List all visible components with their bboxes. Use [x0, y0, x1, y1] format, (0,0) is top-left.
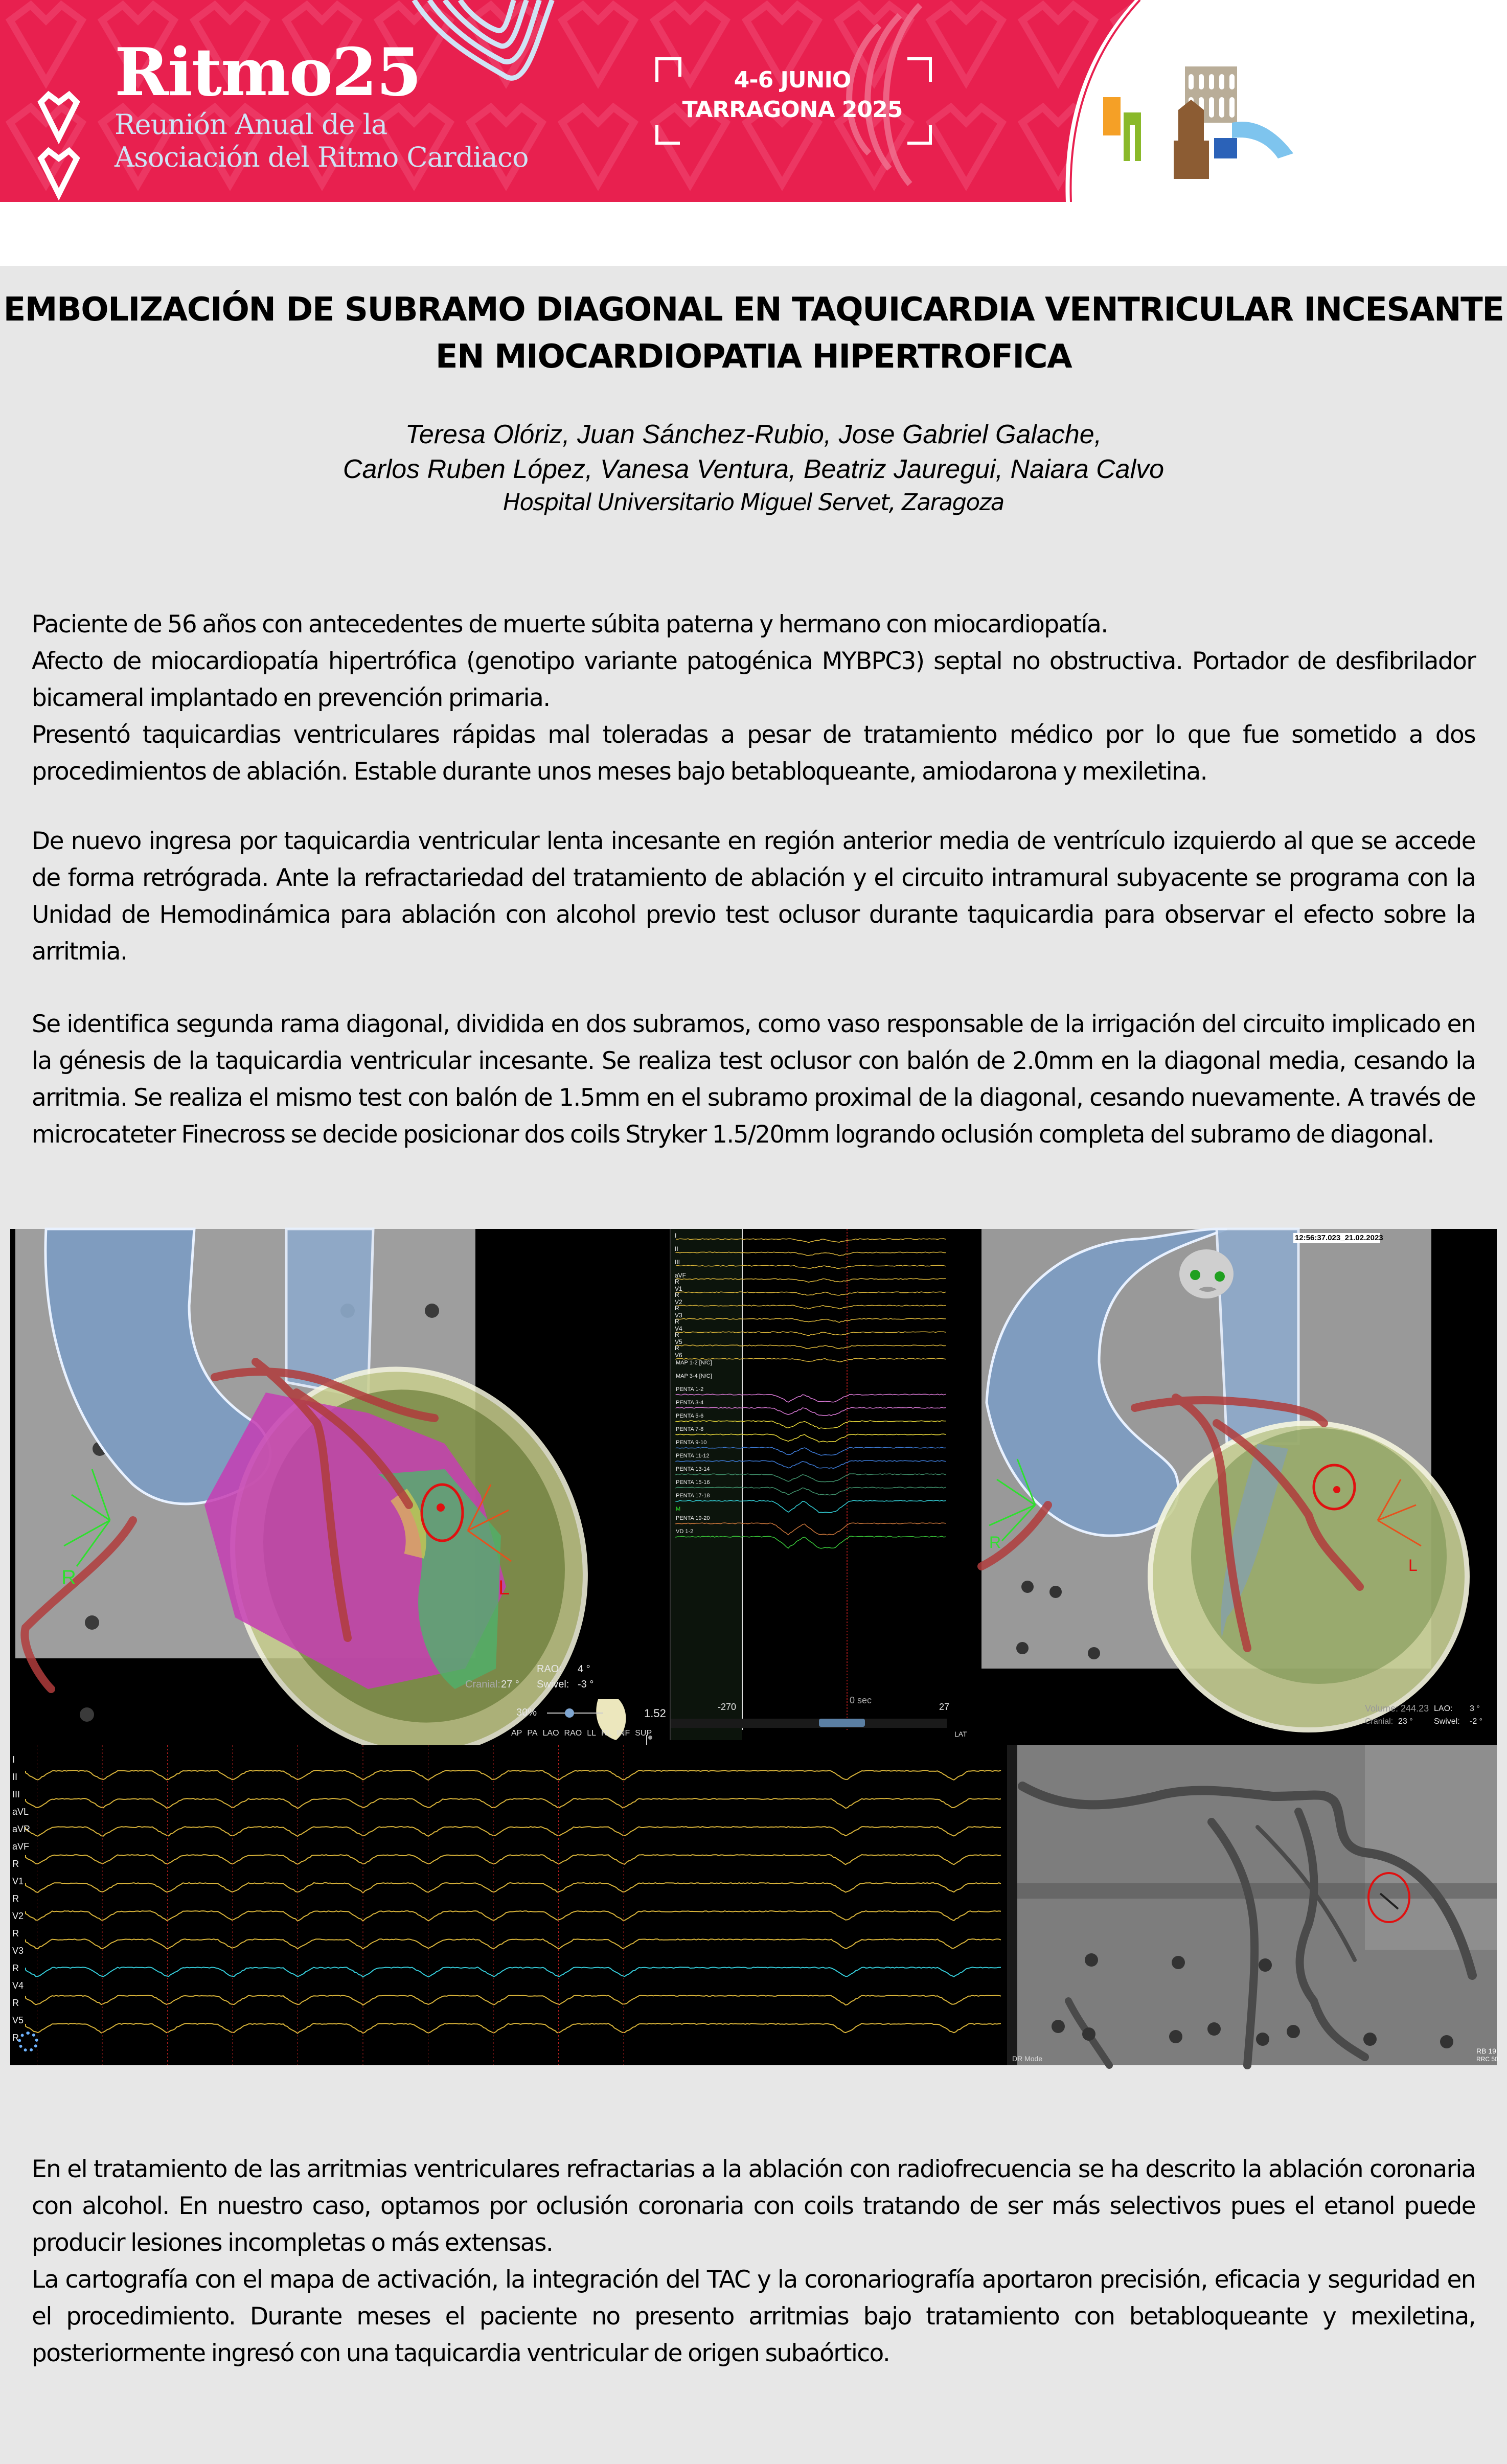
angio-corner-left: DR Mode — [1012, 2055, 1043, 2063]
panel-egm — [670, 1229, 976, 1740]
swivel-label: Swivel: — [537, 1679, 569, 1690]
poster-title-line2: EN MIOCARDIOPATIA HIPERTROFICA — [435, 338, 1072, 376]
ecg-lead-label: aVL — [12, 1807, 29, 1817]
view-buttons — [511, 1729, 652, 1738]
map1-marker-r: R — [61, 1566, 76, 1589]
map2-timestamp: 12:56:37.023_21.02.2023 — [1295, 1234, 1383, 1242]
view-lao-button[interactable]: LAO — [542, 1729, 559, 1738]
ecg-lead-label: aVR — [12, 1824, 31, 1834]
procedure-figure — [10, 1229, 1497, 2065]
discussion-paragraph-1: En el tratamiento de las arritmias ventriculares refractarias a la ablación con radiofrecuencia se ha descrito la ablación coronaria con alcohol. En nuestro caso, optamos por oclusión coronaria con coils tratando de ser más selectivos pues el etanol puede producir lesiones incompletas o más extensas. — [32, 2155, 1475, 2257]
logo-subtitle-line1: Reunión Anual de la — [115, 108, 387, 141]
rao-label: RAO: — [537, 1663, 562, 1675]
ecg-lead-label: R — [12, 1963, 19, 1973]
ecg-lead-trace — [26, 1939, 1001, 1949]
map2-marker-l: L — [1408, 1556, 1418, 1575]
egm-zero-label: 0 sec — [850, 1695, 872, 1705]
egm-window-end: 27 — [939, 1702, 950, 1712]
logo-subtitle-line2: Asociación del Ritmo Cardiaco — [115, 141, 529, 173]
angio-corner-right1: RB 19 — [1476, 2047, 1496, 2055]
map2-swivel-value: -2 ° — [1470, 1717, 1483, 1726]
map-fusion-2-image — [981, 1229, 1497, 1740]
ecg-lead-label: V3 — [12, 1946, 24, 1956]
discussion-paragraph-2: La cartografía con el mapa de activación, la integración del TAC y la coronariografía aportaron precisión, eficacia y seguridad en el procedimiento. Durante meses el paciente no presento arritmias bajo tratamiento con betabloqueante y mexiletina, posteriormente ingresó con una taquicardia ventricular de origen subaórtico. — [32, 2266, 1475, 2367]
ecg-lead-label: II — [12, 1772, 18, 1782]
ecg-lead-trace — [26, 1770, 1001, 1780]
egm-channel-label: R — [675, 1291, 679, 1298]
opacity-slider[interactable] — [547, 1713, 603, 1714]
authors-line1: Teresa Olóriz, Juan Sánchez-Rubio, Jose Gabriel Galache, — [405, 420, 1102, 449]
case-section-2 — [32, 1006, 1475, 1153]
egm-intracardiac-label: PENTA 1-2 — [676, 1386, 704, 1393]
map1-marker-l: L — [498, 1577, 510, 1599]
ecg-lead-label: R — [12, 1998, 19, 2008]
egm-intracardiac-label: PENTA 19-20 — [676, 1515, 710, 1521]
case-paragraph-2: Se identifica segunda rama diagonal, dividida en dos subramos, como vaso responsable de la irrigación del circuito implicado en la génesis de la taquicardia ventricular incesante. Se realiza test oclusor con balón de 2.0mm en la diagonal media, cesando la arritmia. Se realiza el mismo test con balón de 1.5mm en el subramo proximal de la diagonal, cesando nuevamente. A través de microcateter Finecross se decide posicionar dos coils Stryker 1.5/20mm logrando oclusión completa del subramo de diagonal. — [32, 1010, 1475, 1149]
panel-map-fusion-2 — [981, 1229, 1497, 1740]
egm-channel-label: aVF — [675, 1272, 687, 1279]
ecg-lead-label: III — [12, 1789, 20, 1799]
view-rl-button[interactable]: RL — [601, 1729, 612, 1738]
map2-lao-label: LAO: — [1434, 1704, 1453, 1713]
case-section-1 — [32, 823, 1475, 970]
egm-intracardiac-label: PENTA 3-4 — [676, 1400, 704, 1406]
header-white-strip — [0, 202, 1507, 266]
panel-angiography — [1007, 1745, 1497, 2065]
ecg-lead-trace — [26, 1855, 1001, 1864]
map2-cranial-label: Cranial: — [1365, 1717, 1394, 1726]
map2-marker-r: R — [989, 1533, 1001, 1552]
view-inf-button[interactable]: INF — [616, 1729, 630, 1738]
ecg-lead-trace — [26, 1798, 1001, 1809]
ecg-lead-trace — [26, 1995, 1001, 2005]
view-rao-button[interactable]: RAO — [564, 1729, 582, 1738]
intro-paragraph-2: Afecto de miocardiopatía hipertrófica (genotipo variante patogénica MYBPC3) septal no obstructiva. Portador de desfibrilador bicameral implantado en prevención primaria. — [32, 647, 1475, 712]
egm-channel-label: R — [675, 1305, 679, 1312]
ecg-lead-label: R — [12, 1859, 19, 1869]
map1-controls — [460, 1653, 680, 1745]
affiliation: Hospital Universitario Miguel Servet, Zaragoza — [503, 489, 1004, 516]
ecg-lead-label: R — [12, 1893, 19, 1904]
view-pa-button[interactable]: PA — [527, 1729, 538, 1738]
egm-intracardiac-label: PENTA 9-10 — [676, 1440, 707, 1446]
egm-intracardiac-label: MAP 3-4 [N/C] — [676, 1373, 712, 1379]
egm-channel-label: V5 — [675, 1338, 682, 1345]
map1-zoom-value: 1.52 — [644, 1707, 666, 1720]
opacity-value: 30% — [516, 1707, 537, 1718]
rao-value: 4 ° — [578, 1663, 590, 1675]
logo-title: Ritmo25 — [115, 34, 421, 111]
egm-channel-label: R — [675, 1344, 679, 1352]
map2-swivel-label: Swivel: — [1434, 1717, 1460, 1726]
logo-subtitle — [115, 108, 528, 174]
egm-channel-label: V6 — [675, 1352, 682, 1359]
ecg-lead-label: V5 — [12, 2015, 24, 2025]
egm-intracardiac-label: PENTA 5-6 — [676, 1413, 704, 1419]
egm-channel-label: V2 — [675, 1298, 682, 1306]
egm-channel-label: V1 — [675, 1285, 682, 1292]
egm-channel-label: V4 — [675, 1325, 682, 1332]
egm-intracardiac-label: PENTA 13-14 — [676, 1466, 710, 1472]
egm-channel-label: R — [675, 1318, 679, 1325]
ecg-lead-trace — [26, 1911, 1001, 1921]
authors-line2: Carlos Ruben López, Vanesa Ventura, Beatriz Jauregui, Naiara Calvo — [342, 454, 1164, 484]
cranial-value: 27 ° — [501, 1679, 519, 1690]
ecg-traces — [10, 1745, 1007, 2065]
egm-intracardiac-label: M — [676, 1506, 681, 1512]
egm-channel-label: R — [675, 1278, 679, 1285]
settings-gear-icon[interactable] — [18, 2032, 38, 2052]
opacity-slider-thumb[interactable] — [565, 1708, 574, 1718]
egm-lat-label: LAT — [954, 1730, 967, 1738]
cranial-label: Cranial: — [465, 1679, 500, 1690]
egm-channel-label: R — [675, 1331, 679, 1338]
header-banner — [0, 0, 1507, 202]
intro-section — [32, 606, 1475, 790]
egm-channel-label: III — [675, 1259, 680, 1266]
angio-corner-right2: RRC 50 — [1476, 2056, 1498, 2063]
ecg-lead-trace — [26, 1967, 1001, 1977]
egm-intracardiac-label: PENTA 11-12 — [676, 1453, 710, 1459]
poster-title — [0, 286, 1507, 380]
event-location: TARRAGONA 2025 — [682, 97, 903, 123]
swivel-value: -3 ° — [578, 1679, 594, 1690]
poster-title-line1: EMBOLIZACIÓN DE SUBRAMO DIAGONAL EN TAQUICARDIA VENTRICULAR INCESANTE — [3, 291, 1504, 329]
view-ll-button[interactable]: LL — [587, 1729, 596, 1738]
ecg-lead-label: R — [12, 2033, 19, 2043]
authors — [0, 417, 1507, 487]
egm-traces — [671, 1229, 977, 1740]
ecg-lead-trace — [26, 1827, 1001, 1836]
angiography-image — [1007, 1745, 1497, 2065]
ecg-lead-label: V1 — [12, 1876, 24, 1886]
panel-ecg — [10, 1745, 1007, 2065]
ecg-lead-trace — [26, 1883, 1001, 1893]
ecg-lead-label: aVF — [12, 1841, 30, 1852]
egm-channel-label: I — [675, 1232, 677, 1239]
egm-channel-label: II — [675, 1245, 678, 1252]
view-ap-button[interactable]: AP — [511, 1729, 522, 1738]
intro-paragraph-3: Presentó taquicardias ventriculares rápidas mal toleradas a pesar de tratamiento médico por lo que fue sometido a dos procedimientos de ablación. Estable durante unos meses bajo betabloqueante, amiodarona y mexiletina. — [32, 721, 1475, 786]
event-dates — [654, 59, 930, 146]
intro-paragraph-1: Paciente de 56 años con antecedentes de muerte súbita paterna y hermano con miocardiopatía. — [32, 610, 1108, 638]
ecg-lead-label: V2 — [12, 1911, 24, 1921]
egm-channel-label: V3 — [675, 1312, 682, 1319]
egm-intracardiac-label: PENTA 15-16 — [676, 1479, 710, 1486]
egm-intracardiac-label: VD 1-2 — [676, 1528, 694, 1535]
egm-window-start: -270 — [718, 1702, 737, 1712]
map2-lao-value: 3 ° — [1470, 1704, 1480, 1713]
monuments-illustration — [1103, 66, 1293, 179]
case-paragraph-1: De nuevo ingresa por taquicardia ventricular lenta incesante en región anterior media de ventrículo izquierdo al que se accede de forma retrógrada. Ante la refractariedad del tratamiento de ablación y el circuito intramural subyacente se programa con la Unidad de Hemodinámica para ablación con alcohol previo test oclusor durante taquicardia para observar el efecto sobre la arritmia. — [32, 827, 1475, 966]
egm-intracardiac-label: MAP 1-2 [N/C] — [676, 1360, 712, 1366]
view-sup-button[interactable]: SUP — [635, 1729, 652, 1738]
map2-volume: Volume: 244.23 — [1365, 1703, 1429, 1714]
ecg-lead-trace — [26, 2023, 1001, 2034]
ecg-lead-label: V4 — [12, 1980, 24, 1991]
event-dates-line1: 4-6 JUNIO — [734, 67, 851, 93]
map2-cranial-value: 23 ° — [1398, 1717, 1413, 1726]
discussion-section — [32, 2151, 1475, 2372]
egm-intracardiac-label: PENTA 17-18 — [676, 1493, 710, 1499]
egm-intracardiac-label: PENTA 7-8 — [676, 1426, 704, 1432]
ecg-lead-label: I — [12, 1754, 15, 1765]
ecg-lead-label: R — [12, 1928, 19, 1938]
